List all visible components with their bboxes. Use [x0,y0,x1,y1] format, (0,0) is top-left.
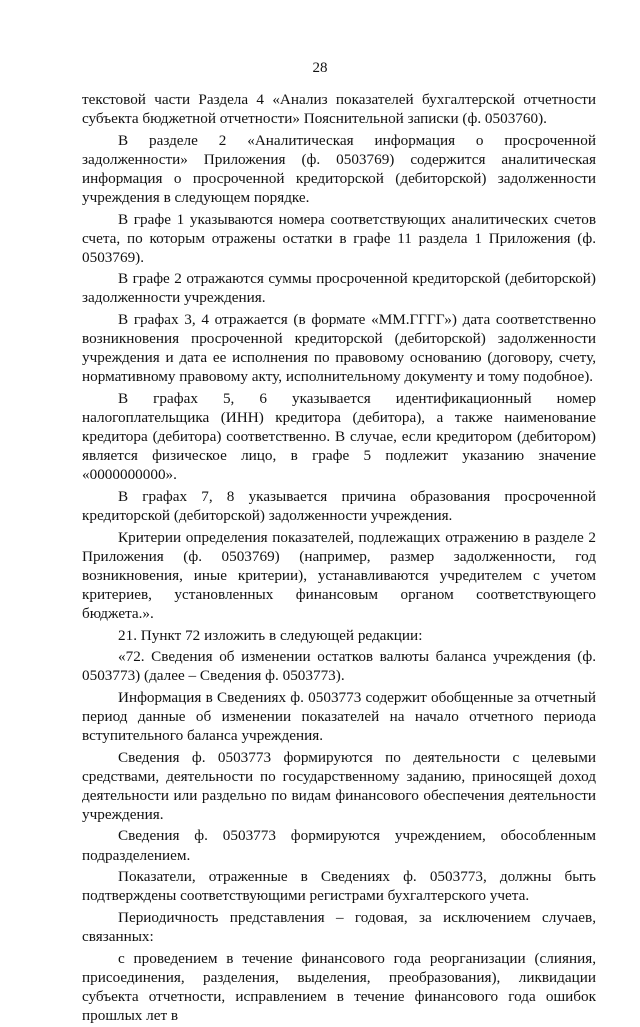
paragraph-1: текстовой части Раздела 4 «Анализ показателей бухгалтерской отчетности субъекта бюджетной отчетности» Пояснительной записки (ф. 0503760). [82,91,596,128]
paragraph-3: В графе 1 указываются номера соответствующих аналитических счетов счета, по которым отражены остатки в графе 11 раздела 1 Приложения (ф. 0503769). [82,210,596,266]
paragraph-11: Информация в Сведениях ф. 0503773 содержит обобщенные за отчетный период данные об изменении показателей на начало отчетного периода вступительного баланса учреждения. [82,688,596,744]
paragraph-2: В разделе 2 «Аналитическая информация о просроченной задолженности» Приложения (ф. 0503769) содержится аналитическая информация о просроченной кредиторской (дебиторской) задолженности учреждения в следующем порядке. [82,131,596,206]
paragraph-15: Периодичность представления – годовая, за исключением случаев, связанных: [82,908,596,945]
paragraph-10: «72. Сведения об изменении остатков валюты баланса учреждения (ф. 0503773) (далее – Сведения ф. 0503773). [82,648,596,685]
paragraph-6: В графах 5, 6 указывается идентификационный номер налогоплательщика (ИНН) кредитора (дебитора), а также наименование кредитора (дебитора) соответственно. В случае, если кредитором (дебитором) является физическое лицо, в графе 5 подлежит указанию значение «0000000000». [82,389,596,484]
paragraph-9: 21. Пункт 72 изложить в следующей редакции: [118,626,423,644]
paragraph-7: В графах 7, 8 указывается причина образования просроченной кредиторской (дебиторской) задолженности учреждения. [82,487,596,524]
document-body [82,90,596,1027]
paragraph-8: Критерии определения показателей, подлежащих отражению в разделе 2 Приложения (ф. 0503769) (например, размер задолженности, год возникновения, иные критерии), устанавливаются учредителем с учетом критериев, установленных финансовым органом соответствующего бюджета.». [82,528,596,622]
paragraph-14: Показатели, отраженные в Сведениях ф. 0503773, должны быть подтверждены соответствующими регистрами бухгалтерского учета. [82,868,596,905]
paragraph-16: с проведением в течение финансового года реорганизации (слияния, присоединения, разделения, выделения, преобразования), ликвидации субъекта отчетности, исправлением в течение финансового года ошибок прошлых лет в [82,949,596,1024]
paragraph-12: Сведения ф. 0503773 формируются по деятельности с целевыми средствами, деятельности по государственному заданию, приносящей доход деятельности или раздельно по видам финансового обеспечения деятельности учреждения. [82,748,596,823]
paragraph-13: Сведения ф. 0503773 формируются учреждением, обособленным подразделением. [82,827,596,864]
paragraph-5: В графах 3, 4 отражается (в формате «ММ.ГГГГ») дата соответственно возникновения просроченной кредиторской (дебиторской) задолженности учреждения и дата ее исполнения по правовому основанию (договору, счету, нормативному правовому акту, исполнительному документу и тому подобное). [82,311,596,386]
page-number: 28 [312,60,328,76]
paragraph-4: В графе 2 отражаются суммы просроченной кредиторской (дебиторской) задолженности учреждения. [82,270,596,307]
